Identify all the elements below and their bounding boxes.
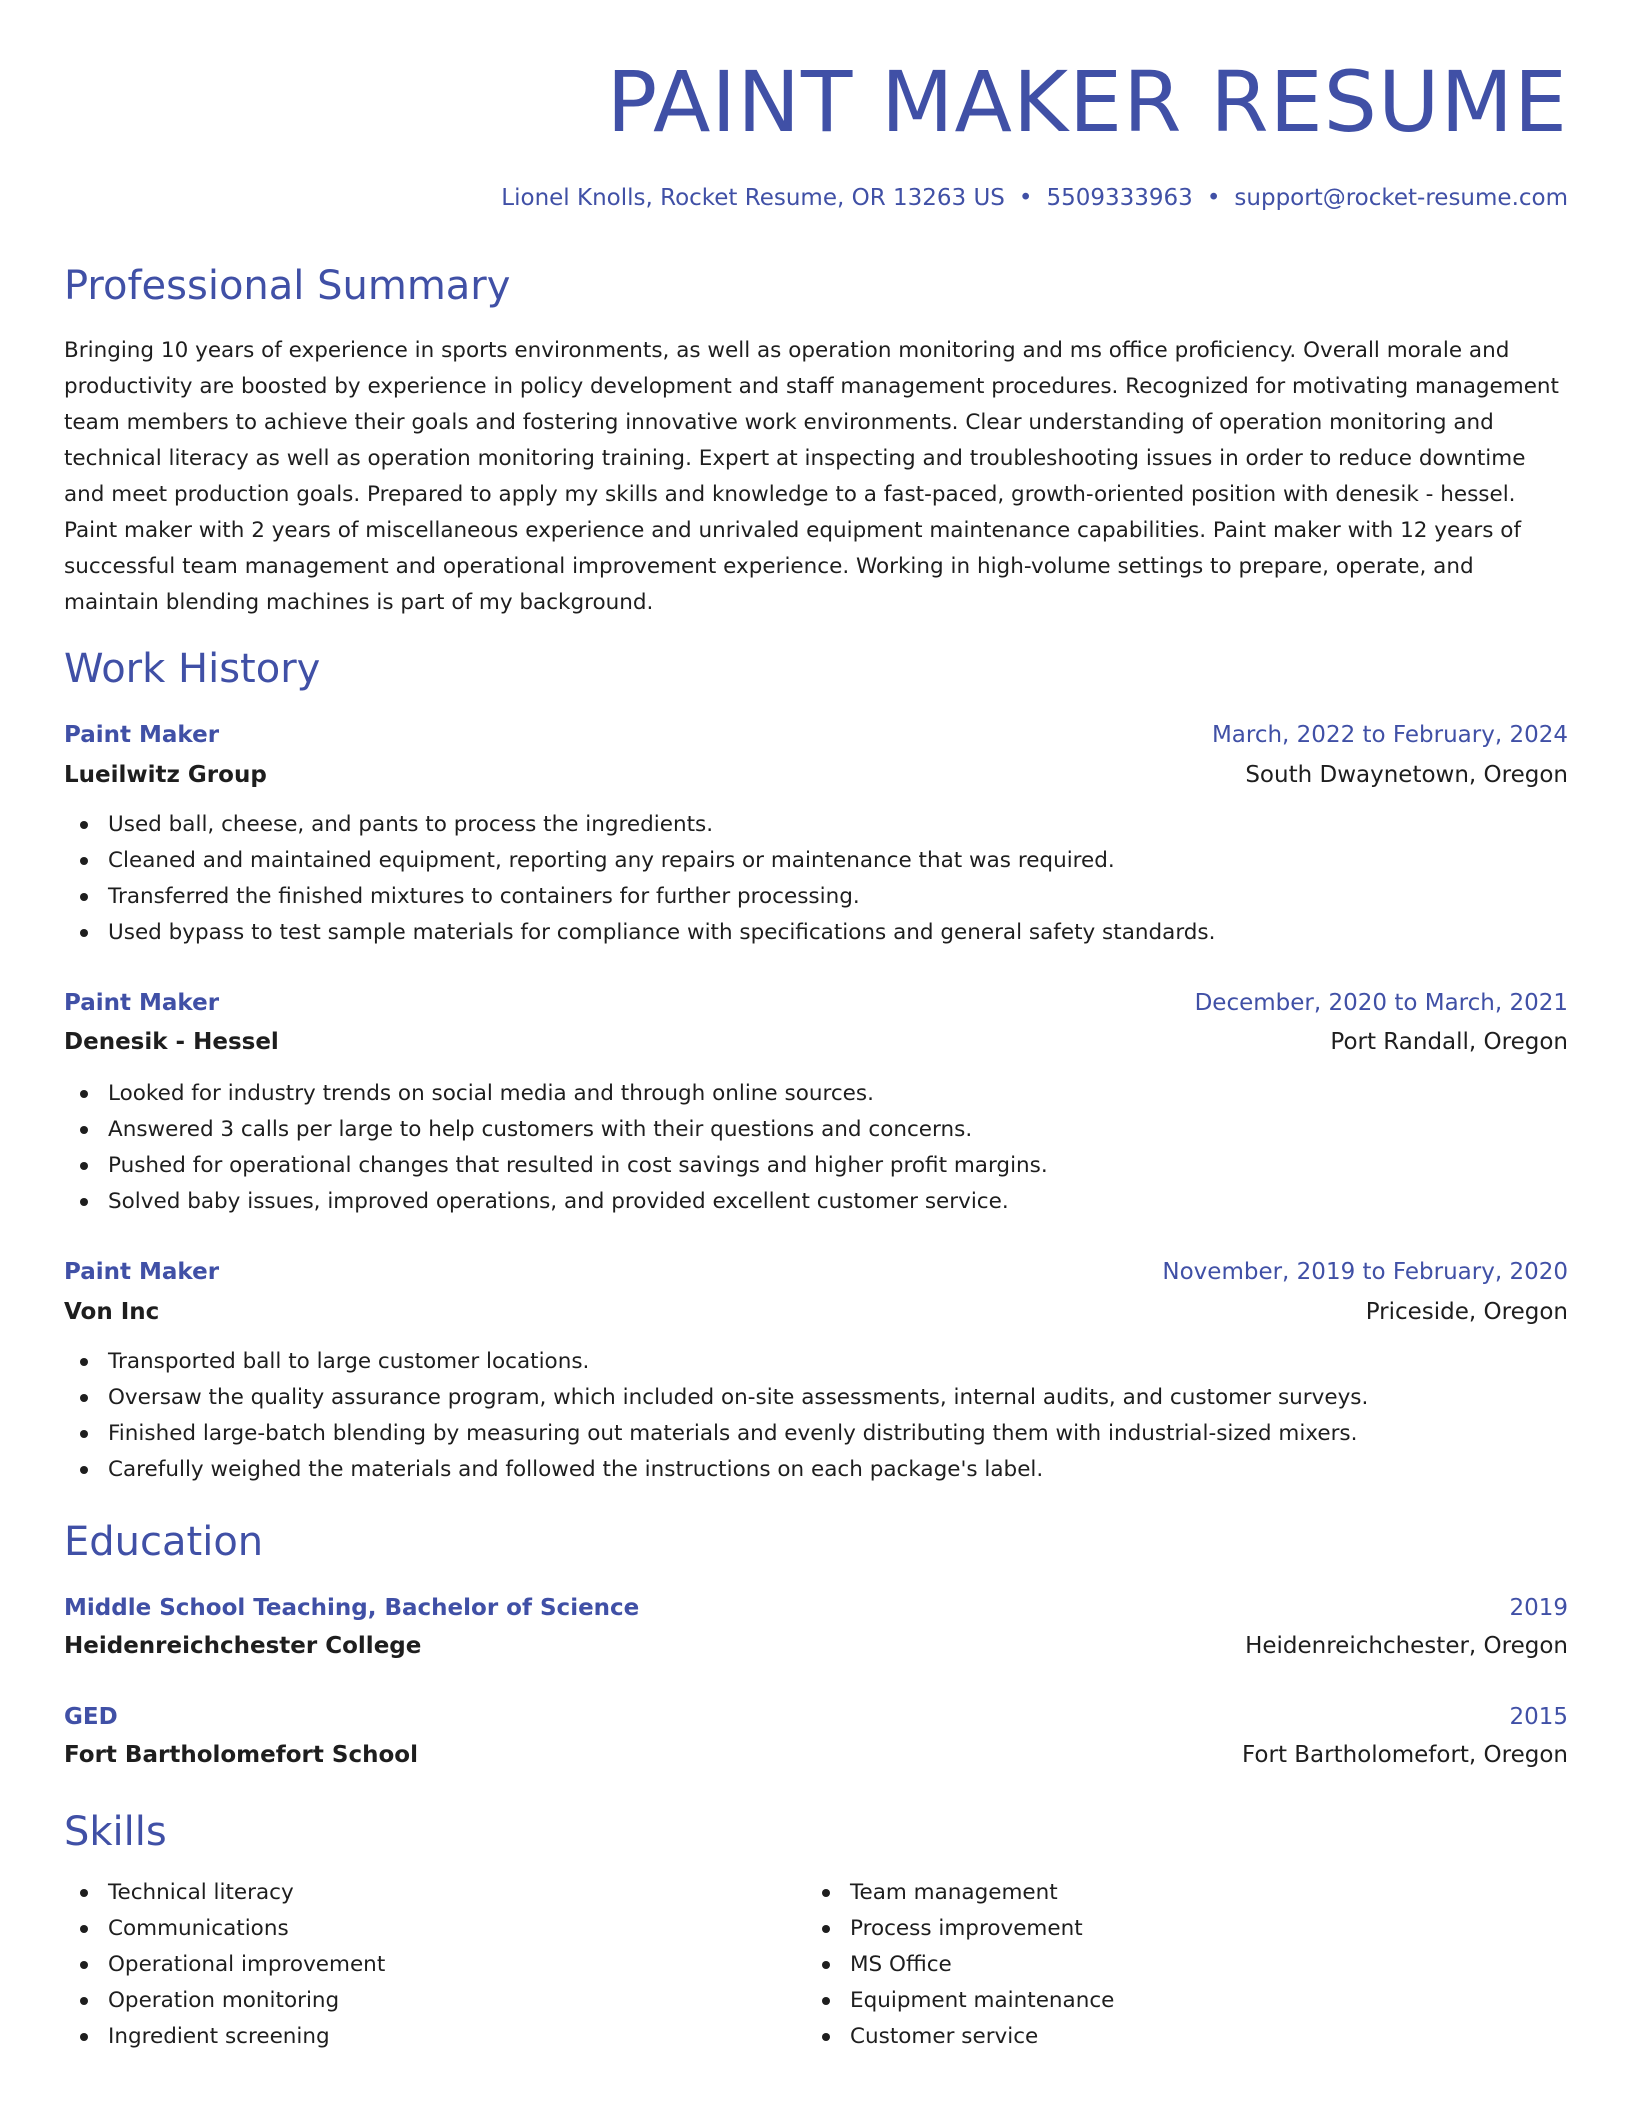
bullet-dot (80, 857, 88, 865)
skill-text: Process improvement (850, 1916, 1083, 1941)
section-heading-education: Education (64, 1519, 264, 1565)
job-company: Von Inc (64, 1299, 160, 1325)
education-school-row (64, 1626, 1568, 1666)
bullet-dot (80, 1358, 88, 1366)
bullet-dot (822, 2033, 830, 2041)
list-item (64, 879, 1568, 915)
skill-text: MS Office (850, 1952, 952, 1977)
list-item (64, 1112, 1568, 1148)
bullet-dot (80, 1889, 88, 1897)
job-dates: March, 2022 to February, 2024 (1211, 722, 1568, 748)
bullet-text: Transported ball to large customer locations. (108, 1349, 590, 1374)
bullet-dot (80, 1090, 88, 1098)
skill-text: Customer service (850, 2024, 1039, 2049)
job-role: Paint Maker (64, 1259, 220, 1285)
bullet-dot (80, 1430, 88, 1438)
education-header (64, 1588, 1568, 1628)
skill-text: Team management (850, 1880, 1058, 1905)
bullet-dot (80, 893, 88, 901)
contact-phone: 5509333963 (1046, 185, 1193, 211)
skill-text: Ingredient screening (108, 2024, 330, 2049)
bullet-dot (80, 1997, 88, 2005)
bullet-dot (80, 821, 88, 829)
skills-list-left (64, 1875, 385, 2055)
list-item (64, 915, 1568, 951)
job-location: Priceside, Oregon (1365, 1299, 1568, 1325)
bullet-dot (80, 1925, 88, 1933)
bullet-dot (80, 1162, 88, 1170)
bullet-text: Transferred the finished mixtures to containers for further processing. (108, 884, 860, 909)
job-company-row (64, 755, 1568, 795)
bullet-text: Answered 3 calls per large to help customers with their questions and concerns. (108, 1117, 973, 1142)
bullet-text: Used ball, cheese, and pants to process the ingredients. (108, 812, 714, 837)
education-school: Fort Bartholomefort School (64, 1742, 418, 1768)
list-item (64, 807, 1568, 843)
education-school: Heidenreichchester College (64, 1633, 422, 1659)
list-item (806, 2019, 1114, 2055)
job-company-row (64, 1022, 1568, 1062)
list-item (64, 1380, 1568, 1416)
bullet-text: Oversaw the quality assurance program, which included on-site assessments, internal audits, and customer surveys. (108, 1385, 1369, 1410)
list-item (64, 1875, 385, 1911)
education-header (64, 1697, 1568, 1737)
education-year: 2019 (1509, 1595, 1568, 1621)
list-item (806, 1875, 1114, 1911)
bullet-text: Finished large-batch blending by measuring out materials and evenly distributing them with industrial-sized mixers. (108, 1421, 1358, 1446)
education-degree: Middle School Teaching, Bachelor of Science (64, 1595, 640, 1621)
list-item (64, 1911, 385, 1947)
job-header (64, 983, 1568, 1023)
contact-separator: • (1206, 185, 1221, 211)
section-heading-skills: Skills (64, 1809, 167, 1855)
job-dates: November, 2019 to February, 2020 (1162, 1259, 1568, 1285)
job-company: Lueilwitz Group (64, 762, 267, 788)
job-location: Port Randall, Oregon (1330, 1029, 1568, 1055)
list-item (64, 843, 1568, 879)
bullet-text: Used bypass to test sample materials for compliance with specifications and general safety standards. (108, 920, 1216, 945)
contact-email[interactable]: support@rocket-resume.com (1234, 185, 1568, 211)
bullet-text: Looked for industry trends on social media and through online sources. (108, 1081, 874, 1106)
bullet-dot (822, 1961, 830, 1969)
bullet-dot (80, 1394, 88, 1402)
bullet-text: Pushed for operational changes that resulted in cost savings and higher profit margins. (108, 1153, 1048, 1178)
list-item (806, 1983, 1114, 2019)
education-school-row (64, 1735, 1568, 1775)
bullet-dot (80, 1126, 88, 1134)
skill-text: Communications (108, 1916, 289, 1941)
bullet-dot (80, 2033, 88, 2041)
section-heading-work-history: Work History (64, 646, 321, 692)
job-header (64, 1252, 1568, 1292)
list-item (64, 1148, 1568, 1184)
bullet-dot (80, 1961, 88, 1969)
job-company: Denesik - Hessel (64, 1029, 279, 1055)
job-role: Paint Maker (64, 722, 220, 748)
contact-line (501, 178, 1568, 218)
skill-text: Equipment maintenance (850, 1988, 1115, 2013)
bullet-dot (822, 1925, 830, 1933)
skill-text: Operational improvement (108, 1952, 386, 1977)
job-location: South Dwaynetown, Oregon (1245, 762, 1568, 788)
bullet-text: Solved baby issues, improved operations, and provided excellent customer service. (108, 1189, 1009, 1214)
bullet-dot (80, 1466, 88, 1474)
job-company-row (64, 1292, 1568, 1332)
list-item (64, 1344, 1568, 1380)
education-degree: GED (64, 1704, 118, 1730)
summary-text: Bringing 10 years of experience in sports environments, as well as operation monitoring and ms office proficiency. Overall morale and productivity are boosted by experience in policy development and staff management procedures. Recognized for motivating management team members to achieve their goals and fostering innovative work environments. Clear understanding of operation monitoring and technical literacy as well as operation monitoring training. Expert at inspecting and troubleshooting issues in order to reduce downtime and meet production goals. Prepared to apply my skills and knowledge to a fast-paced, growth-oriented position with denesik - hessel. Paint maker with 2 years of miscellaneous experience and unrivaled equipment maintenance capabilities. Paint maker with 12 years of successful team management and operational improvement experience. Working in high-volume settings to prepare, operate, and maintain blending machines is part of my background. (64, 338, 1559, 615)
job-bullets (64, 1076, 1568, 1220)
bullet-dot (80, 929, 88, 937)
job-role: Paint Maker (64, 990, 220, 1016)
skill-text: Operation monitoring (108, 1988, 340, 2013)
list-item (64, 1983, 385, 2019)
bullet-dot (80, 1198, 88, 1206)
list-item (64, 1184, 1568, 1220)
list-item (64, 1947, 385, 1983)
list-item (64, 2019, 385, 2055)
bullet-dot (822, 1997, 830, 2005)
list-item (806, 1947, 1114, 1983)
list-item (64, 1416, 1568, 1452)
education-location: Fort Bartholomefort, Oregon (1242, 1742, 1568, 1768)
list-item (64, 1076, 1568, 1112)
job-dates: December, 2020 to March, 2021 (1194, 990, 1568, 1016)
education-location: Heidenreichchester, Oregon (1245, 1633, 1568, 1659)
list-item (806, 1911, 1114, 1947)
list-item (64, 1452, 1568, 1488)
contact-separator: • (1018, 185, 1033, 211)
bullet-dot (822, 1889, 830, 1897)
education-year: 2015 (1509, 1704, 1568, 1730)
skill-text: Technical literacy (108, 1880, 294, 1905)
bullet-text: Carefully weighed the materials and followed the instructions on each package's label. (108, 1457, 1044, 1482)
job-header (64, 715, 1568, 755)
skills-list-right (806, 1875, 1114, 2055)
contact-address: Lionel Knolls, Rocket Resume, OR 13263 US (501, 185, 1005, 211)
job-bullets (64, 1344, 1568, 1488)
resume-title: PAINT MAKER RESUME (606, 53, 1568, 151)
bullet-text: Cleaned and maintained equipment, reporting any repairs or maintenance that was required. (108, 848, 1115, 873)
job-bullets (64, 807, 1568, 951)
section-heading-summary: Professional Summary (64, 263, 511, 309)
